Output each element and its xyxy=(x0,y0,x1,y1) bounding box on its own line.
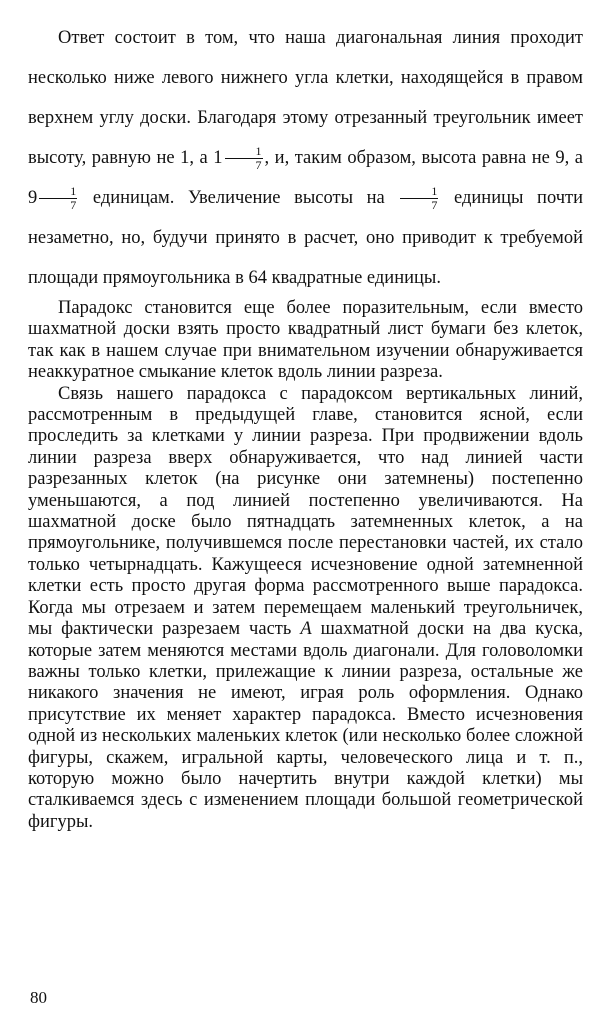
fraction-1-numerator: 1 xyxy=(225,145,263,159)
fraction-1-denominator: 7 xyxy=(255,158,262,173)
page-body xyxy=(28,18,583,833)
paragraph-1-text-a: Ответ состоит в том, что наша диагональная линия проходит несколько ниже левого нижнего угла клетки, находящейся в правом верхнем углу доски. Благодаря этому отрезанный треугольник имеет высоту, равную не 1, а 1 xyxy=(28,28,583,168)
paragraph-2: Парадокс становится еще более поразительным, если вместо шахматной доски взять просто квадратный лист бумаги без клеток, так как в нашем случае при внимательном изучении обнаруживается неаккуратное смыкание клеток вдоль линии разреза. xyxy=(28,298,583,383)
paragraph-1 xyxy=(28,18,583,298)
paragraph-3-italic-letter: А xyxy=(300,619,312,640)
fraction-2-numerator: 1 xyxy=(39,185,77,199)
paragraph-3-text-b: шахматной доски на два куска, которые затем меняются местами вдоль диагонали. Для головоломки важны только клетки, прилежащие к линии разреза, остальные же никакого значения не имеют, играя роль оформления. Однако присутствие их меняет характер парадокса. Вместо исчезновения одной из нескольких маленьких клеток (или несколько более сложной фигуры, скажем, игральной карты, человеческого лица и т. п., которую можно было начертить внутри каждой клетки) мы сталкиваемся здесь с изменением площади большой геометрической фигуры. xyxy=(28,619,583,832)
fraction-3-numerator: 1 xyxy=(400,185,438,199)
fraction-2-denominator: 7 xyxy=(70,198,77,213)
paragraph-3 xyxy=(28,384,583,834)
fraction-1 xyxy=(225,145,263,172)
fraction-3-denominator: 7 xyxy=(431,198,438,213)
paragraph-1-text-c: единицам. Увеличение высоты на xyxy=(79,188,399,208)
fraction-2 xyxy=(39,185,77,212)
page-number: 80 xyxy=(30,988,47,1007)
paragraph-3-text-a: Связь нашего парадокса с парадоксом вертикальных линий, рассмотренным в предыдущей главе, становится ясной, если проследить за клетками у линии разреза. При продвижении вдоль линии разреза вверх обнаруживается, что над линией части разрезанных клеток (на рисунке они затемнены) постепенно уменьшаются, а под линией постепенно увеличиваются. На шахматной доске было пятнадцать затемненных клеток, а на прямоугольнике, получившемся после перестановки частей, их стало только четырнадцать. Кажущееся исчезновение одной затемненной клетки есть просто другая форма рассмотренного выше парадокса. Когда мы отрезаем и затем перемещаем маленький треугольничек, мы фактически разрезаем часть xyxy=(28,383,583,640)
paragraph-1-text-d: единицы почти незаметно, но, будучи принято в расчет, оно приводит к требуемой площади прямоугольника в 64 квадратные единицы. xyxy=(28,188,583,288)
paragraph-1-text-b: , и, таким образом, высота равна не 9, а 9 xyxy=(28,148,583,208)
fraction-3 xyxy=(400,185,438,212)
